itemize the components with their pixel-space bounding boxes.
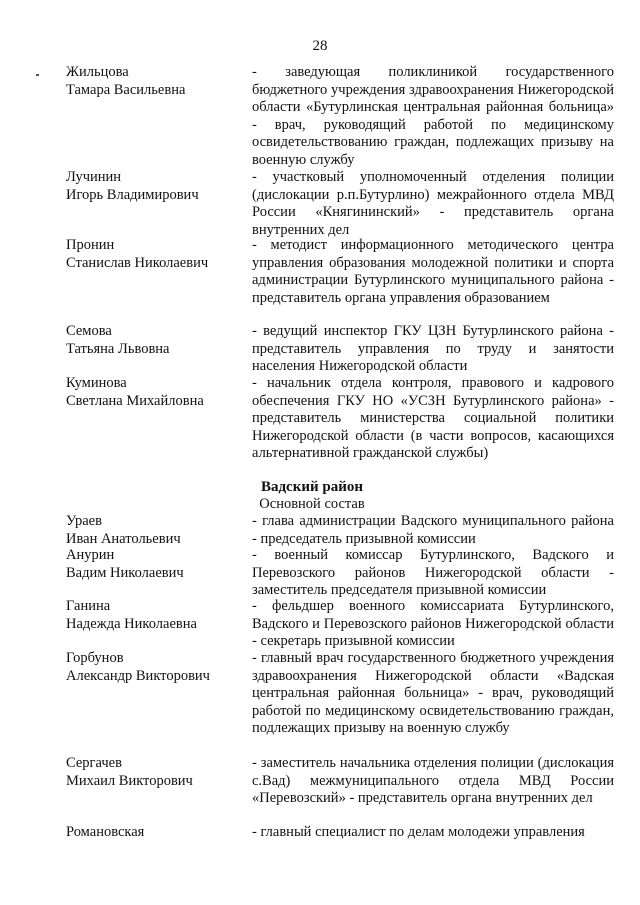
member-given-names: Игорь Владимирович — [66, 186, 199, 203]
member-role: - фельдшер военного комиссариата Бутурлинского, Вадского и Перевозского районов Нижегородской области - секретарь призывной комиссии — [252, 598, 614, 649]
member-surname: Анурин — [66, 547, 115, 563]
member-surname: Жильцова — [66, 64, 129, 80]
member-name — [66, 513, 181, 548]
member-given-names: Надежда Николаевна — [66, 615, 197, 632]
member-name — [66, 598, 197, 633]
member-surname: Сергачев — [66, 755, 122, 771]
member-given-names: Станислав Николаевич — [66, 254, 209, 271]
member-name — [66, 824, 144, 842]
margin-mark — [36, 74, 39, 76]
member-role: - главный специалист по делам молодежи управления — [252, 824, 585, 840]
member-role: - ведущий инспектор ГКУ ЦЗН Бутурлинского района - представитель управления по труду и занятости населения Нижегородской области — [252, 323, 614, 374]
member-name — [66, 237, 208, 272]
member-role: - главный врач государственного бюджетного учреждения здравоохранения Нижегородской области «Вадская центральная районная больница» - врач, руководящий работой по медицинскому освидетельствованию граждан, подлежащих призыву на военную службу — [252, 650, 614, 736]
member-name — [66, 169, 199, 204]
member-given-names: Вадим Николаевич — [66, 564, 184, 581]
member-surname: Куминова — [66, 375, 127, 391]
member-role: - начальник отдела контроля, правового и кадрового обеспечения ГКУ НО «УСЗН Бутурлинского района» - представитель министерства социальной политики Нижегородской области (в части вопросов, касающихся альтернативной гражданской службы) — [252, 375, 614, 461]
district-title: Вадский район — [260, 479, 364, 495]
member-name — [66, 375, 204, 410]
member-surname: Пронин — [66, 237, 115, 253]
member-given-names: Александр Викторович — [66, 667, 210, 684]
member-role: - заведующая поликлиникой государственного бюджетного учреждения здравоохранения Нижегородской области «Бутурлинская центральная районная больница» - врач, руководящий работой по медицинскому освидетельствованию граждан, подлежащих призыву на военную службу — [252, 64, 614, 168]
member-surname: Ураев — [66, 513, 102, 529]
member-role: - участковый уполномоченный отделения полиции (дислокации р.п.Бутурлино) межрайонного отдела МВД России «Княгининский» - представитель органа внутренних дел — [252, 169, 614, 238]
member-role: - военный комиссар Бутурлинского, Вадского и Перевозского районов Нижегородской области - заместитель председателя призывной комиссии — [252, 547, 614, 598]
member-name — [66, 547, 184, 582]
member-surname: Горбунов — [66, 650, 124, 666]
member-role: - глава администрации Вадского муниципального района - председатель призывной комиссии — [252, 513, 614, 547]
member-surname: Романовская — [66, 824, 145, 840]
member-name — [66, 755, 193, 790]
member-name — [66, 650, 210, 685]
member-given-names: Иван Анатольевич — [66, 530, 181, 547]
member-surname: Семова — [66, 323, 112, 339]
member-given-names: Татьяна Львовна — [66, 340, 170, 357]
member-role: - методист информационного методического центра управления образования молодежной политики и спорта администрации Бутурлинского муниципального района - представитель органа управления образованием — [252, 237, 614, 306]
member-name — [66, 64, 185, 99]
member-surname: Ганина — [66, 598, 111, 614]
member-name — [66, 323, 169, 358]
subsection-title: Основной состав — [259, 496, 365, 512]
member-given-names: Тамара Васильевна — [66, 81, 186, 98]
page-number: 28 — [312, 38, 328, 54]
member-surname: Лучинин — [66, 169, 122, 185]
member-given-names: Светлана Михайловна — [66, 392, 204, 409]
member-given-names: Михаил Викторович — [66, 772, 193, 789]
member-role: - заместитель начальника отделения полиции (дислокация с.Вад) межмуниципального отдела МВД России «Перевозский» - представитель органа внутренних дел — [252, 755, 614, 806]
